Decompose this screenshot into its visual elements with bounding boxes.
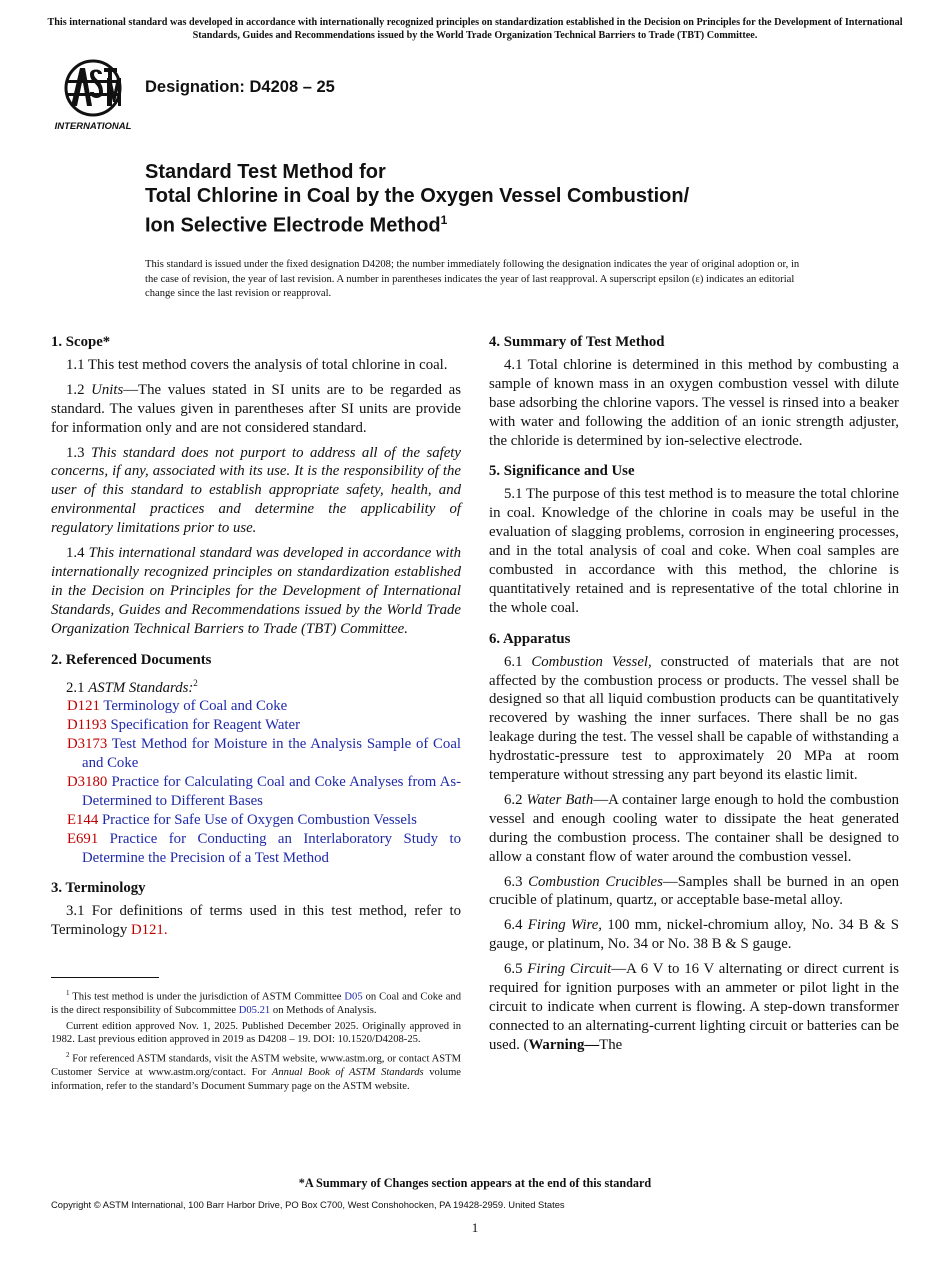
designation: Designation: D4208 – 25 — [145, 78, 335, 96]
issuance-statement: This standard is issued under the fixed designation D4208; the number immediately following the designation indicates the year of original adoption or, in the case of revision, the year of last revision. A number in parentheses indicates the year of last reapproval. A superscript epsilon (ε) indicates an editorial change since the last revision or reapproval. — [145, 259, 800, 300]
title-line-2: Total Chlorine in Coal by the Oxygen Vessel Combustion/ — [145, 185, 690, 207]
para-6-5: 6.5 Firing Circuit—A 6 V to 16 V alternating or direct current is required for ignition purposes with an ammeter or pilot light in the circuit to indicate when current is flowing. A step-down transformer connected to an alternating-current lighting circuit or batteries can be used. (Warning—The — [489, 961, 899, 1053]
logo-wordmark: INTERNATIONAL — [54, 121, 132, 132]
footnote-divider — [51, 977, 159, 978]
summary-of-changes-note: *A Summary of Changes section appears at the end of this standard — [298, 1176, 652, 1190]
section-5-heading: 5. Significance and Use — [489, 463, 635, 480]
title-footnote-mark: 1 — [440, 213, 448, 227]
left-column — [51, 333, 461, 946]
para-6-3: 6.3 Combustion Crucibles—Samples shall be burned in an open crucible of platinum, quartz, or acceptable base-metal alloy. — [489, 873, 899, 909]
para-4-1: 4.1 Total chlorine is determined in this method by combusting a sample of known mass in an oxygen combustion vessel with dilute base adsorbing the chlorine vapors. The vessel is rinsed into a beaker with water and following the addition of an ionic strength adjuster, the chloride is determined by ion-selective electrode. — [489, 356, 899, 449]
para-1-1: 1.1 This test method covers the analysis of total chlorine in coal. — [66, 356, 448, 373]
footnote-2: $^2$ For referenced ASTM standards, visit the ASTM website, www.astm.org, or contact ASTM Customer Service at www.astm.org/contact. For Annual Book of ASTM Standards volume information, refer to the standard’s Document Summary page on the ASTM website. — [51, 1050, 462, 1092]
reference-item[interactable]: D121 Terminology of Coal and Coke — [67, 698, 288, 715]
development-notice: This international standard was developed in accordance with internationally recognized principles on standardization established in the Decision on Principles for the Development of International Standards, Guides and Recommendations issued by the World Trade Organization Technical Barriers to Trade (TBT) Committee. — [47, 17, 903, 41]
reference-item[interactable]: D1193 Specification for Reagent Water — [67, 717, 301, 734]
footnote-1: $^1$ This test method is under the jurisdiction of ASTM Committee D05 on Coal and Coke and is the direct responsibility of Subcommittee D05.21 on Methods of Analysis. — [51, 989, 461, 1017]
para-1-2: 1.2 Units—The values stated in SI units are to be regarded as standard. The values given in parentheses after SI units are provide for information only and are not considered standard. — [51, 381, 462, 436]
right-column — [489, 333, 899, 1061]
para-1-3: 1.3 This standard does not purport to address all of the safety concerns, if any, associated with its use. It is the responsibility of the user of this standard to establish appropriate safety, health, and environmental practices and determine the applicability of regulatory limitations prior to use. — [51, 444, 461, 537]
para-6-4: 6.4 Firing Wire, 100 mm, nickel-chromium alloy, No. 34 B & S gauge, or platinum, No. 34 or No. 38 B & S gauge. — [489, 917, 899, 953]
para-6-1: 6.1 Combustion Vessel, constructed of materials that are not affected by the combustion process or products. The vessel shall be designed so that all liquid combustion products can be quantitatively recovered by washing the inner surfaces. There shall be no gas leakage during the test. The vessel shall be capable of withstanding a hydrostatic-pressure test to approximately 20 MPa at room temperature without stressing any part beyond its elastic limit. — [489, 653, 900, 784]
para-6-2: 6.2 Water Bath—A container large enough to hold the combustion vessel and enough cooling water to dissipate the heat generated during the combustion process. The container shall be designed to allow a constant flow of water around the combustion vessel. — [489, 791, 900, 865]
para-5-1: 5.1 The purpose of this test method is to measure the total chlorine in coal. Knowledge of the chlorine in coals may be useful in the evaluation of slagging problems, corrosion in engineering processes, and in the total analysis of coal and coke. When coal samples are combusted in accordance with this method, the chlorine is quantitatively retained and is representative of the total chlorine in the whole coal. — [489, 486, 899, 616]
para-1-4: 1.4 This international standard was developed in accordance with internationally recognized principles on standardization established in the Decision on Principles for the Development of International Standards, Guides and Recommendations issued by the World Trade Organization Technical Barriers to Trade (TBT) Committee. — [51, 545, 461, 637]
footnotes — [51, 987, 461, 1093]
section-2-heading: 2. Referenced Documents — [51, 651, 212, 668]
subcommittee-link[interactable]: D05.21 — [238, 1005, 271, 1017]
committee-link[interactable]: D05 — [344, 991, 363, 1003]
section-3-heading: 3. Terminology — [51, 880, 146, 897]
para-2-1: 2.1 ASTM Standards:$^2$ — [66, 677, 198, 696]
section-1-heading: 1. Scope* — [51, 334, 111, 350]
reference-item[interactable]: E691 Practice for Conducting an Interlaboratory Study to Determine the Precision of a Test Method — [67, 830, 461, 866]
section-4-heading: 4. Summary of Test Method — [489, 334, 665, 350]
title-line-3: Ion Selective Electrode Method$^1$ — [145, 213, 448, 237]
reference-item[interactable]: D3180 Practice for Calculating Coal and Coke Analyses from As-Determined to Different Bases — [67, 773, 462, 809]
astm-logo — [52, 56, 134, 132]
copyright: Copyright © ASTM International, 100 Barr Harbor Drive, PO Box C700, West Conshohocken, PA 19428-2959. United States — [51, 1199, 565, 1210]
footnote-edition: Current edition approved Nov. 1, 2025. Published December 2025. Originally approved in 1982. Last previous edition approved in 2019 as D4208 – 19. DOI: 10.1520/D4208-25. — [51, 1020, 461, 1046]
page-number: 1 — [471, 1220, 479, 1235]
reference-item[interactable]: E144 Practice for Safe Use of Oxygen Combustion Vessels — [67, 811, 417, 828]
para-3-1: 3.1 For definitions of terms used in this test method, refer to Terminology D121. — [51, 903, 461, 939]
section-6-heading: 6. Apparatus — [489, 630, 571, 647]
terminology-link[interactable]: D121 — [130, 922, 164, 939]
reference-item[interactable]: D3173 Test Method for Moisture in the Analysis Sample of Coal and Coke — [67, 736, 461, 772]
title-line-1: Standard Test Method for — [145, 161, 386, 183]
document-title — [145, 160, 845, 238]
